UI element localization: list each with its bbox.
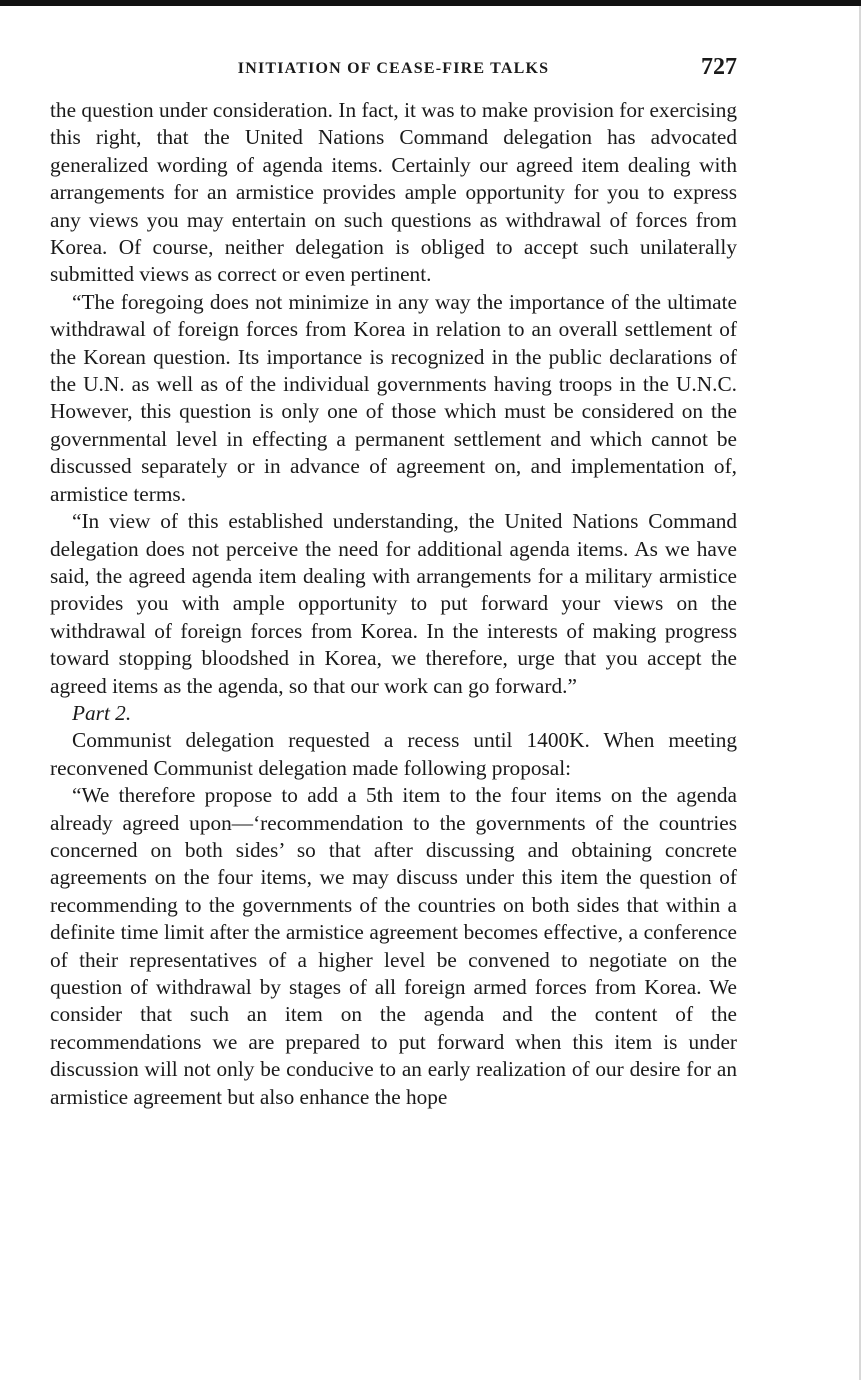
running-header [50, 56, 737, 86]
paragraph-recess: Communist delegation requested a recess until 1400K. When meeting reconvened Communist delegation made following proposal: [50, 728, 737, 780]
part-heading: Part 2. [72, 700, 132, 725]
body-text [50, 97, 737, 1111]
page-number: 727 [701, 54, 737, 80]
paragraph-continuation: the question under consideration. In fact, it was to make provision for exercising this right, that the United Nations Command delegation has advocated generalized wording of agenda items. Certainly our agreed item dealing with arrangements for an armistice provides ample opportunity for you to express any views you may entertain on such questions as withdrawal of forces from Korea. Of course, neither delegation is obliged to accept such unilaterally submitted views as correct or even pertinent. [50, 98, 737, 287]
paragraph-understanding: “In view of this established understanding, the United Nations Command delegation does not perceive the need for additional agenda items. As we have said, the agreed agenda item dealing with arrangements for a military armistice provides you with ample opportunity to put forward your views on the withdrawal of foreign forces from Korea. In the interests of making progress toward stopping bloodshed in Korea, we therefore, urge that you accept the agreed items as the agenda, so that our work can go forward.” [50, 509, 737, 698]
document-page [50, 56, 737, 1111]
running-title: INITIATION OF CEASE-FIRE TALKS [237, 60, 550, 77]
paragraph-foregoing: “The foregoing does not minimize in any way the importance of the ultimate withdrawal of foreign forces from Korea in relation to an overall settlement of the Korean question. Its importance is recognized in the public declarations of the U.N. as well as of the individual governments having troops in the U.N.C. However, this question is only one of those which must be considered on the governmental level in effecting a permanent settlement and which cannot be discussed separately or in advance of agreement on, and implementation of, armistice terms. [50, 289, 737, 506]
top-edge-rule [0, 0, 861, 6]
paragraph-proposal: “We therefore propose to add a 5th item to the four items on the agenda already agreed upon—‘recommendation to the governments of the countries concerned on both sides’ so that after discussing and obtaining concrete agreements on the four items, we may discuss under this item the question of recommending to the governments of the countries on both sides that within a definite time limit after the armistice agreement becomes effective, a conference of their representatives of a higher level be convened to negotiate on the question of withdrawal by stages of all foreign armed forces from Korea. We consider that such an item on the agenda and the content of the recommendations we are prepared to put forward when this item is under discussion will not only be conducive to an early realization of our desire for an armistice agreement but also enhance the hope [50, 783, 737, 1109]
